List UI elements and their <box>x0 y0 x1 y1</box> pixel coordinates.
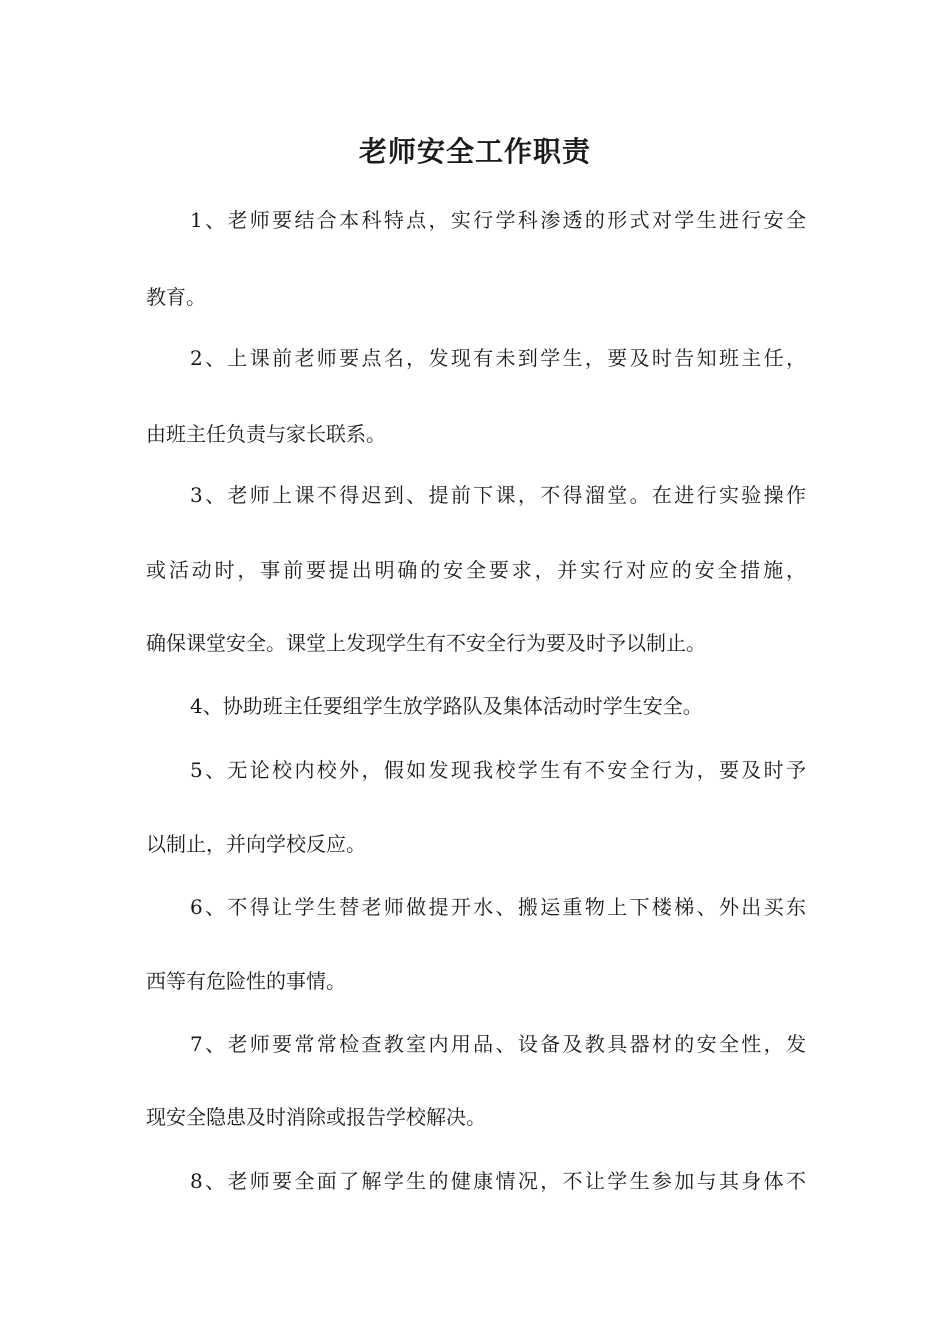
paragraph-5-line-2: 以制止，并向学校反应。 <box>146 832 366 856</box>
paragraph-1-line-2: 教育。 <box>146 285 206 309</box>
paragraph-2-line-2: 由班主任负责与家长联系。 <box>146 422 386 446</box>
document-title: 老师安全工作职责 <box>358 135 591 168</box>
paragraph-4-line-1: 4、协助班主任要组学生放学路队及集体活动时学生安全。 <box>190 694 703 718</box>
paragraph-5-line-1: 5、无论校内校外，假如发现我校学生有不安全行为，要及时予 <box>190 758 806 782</box>
paragraph-3-line-3: 确保课堂安全。课堂上发现学生有不安全行为要及时予以制止。 <box>146 631 706 655</box>
paragraph-7-line-1: 7、老师要常常检查教室内用品、设备及教具器材的安全性，发 <box>190 1032 806 1056</box>
paragraph-2-line-1: 2、上课前老师要点名，发现有未到学生，要及时告知班主任， <box>190 346 806 370</box>
paragraph-3-line-2: 或活动时，事前要提出明确的安全要求，并实行对应的安全措施， <box>146 558 806 582</box>
paragraph-6-line-2: 西等有危险性的事情。 <box>146 969 346 993</box>
paragraph-1-line-1: 1、老师要结合本科特点，实行学科渗透的形式对学生进行安全 <box>190 208 806 232</box>
paragraph-3-line-1: 3、老师上课不得迟到、提前下课，不得溜堂。在进行实验操作 <box>190 483 806 507</box>
paragraph-8-line-1: 8、老师要全面了解学生的健康情况，不让学生参加与其身体不 <box>190 1169 806 1193</box>
paragraph-7-line-2: 现安全隐患及时消除或报告学校解决。 <box>146 1105 486 1129</box>
paragraph-6-line-1: 6、不得让学生替老师做提开水、搬运重物上下楼梯、外出买东 <box>190 895 806 919</box>
